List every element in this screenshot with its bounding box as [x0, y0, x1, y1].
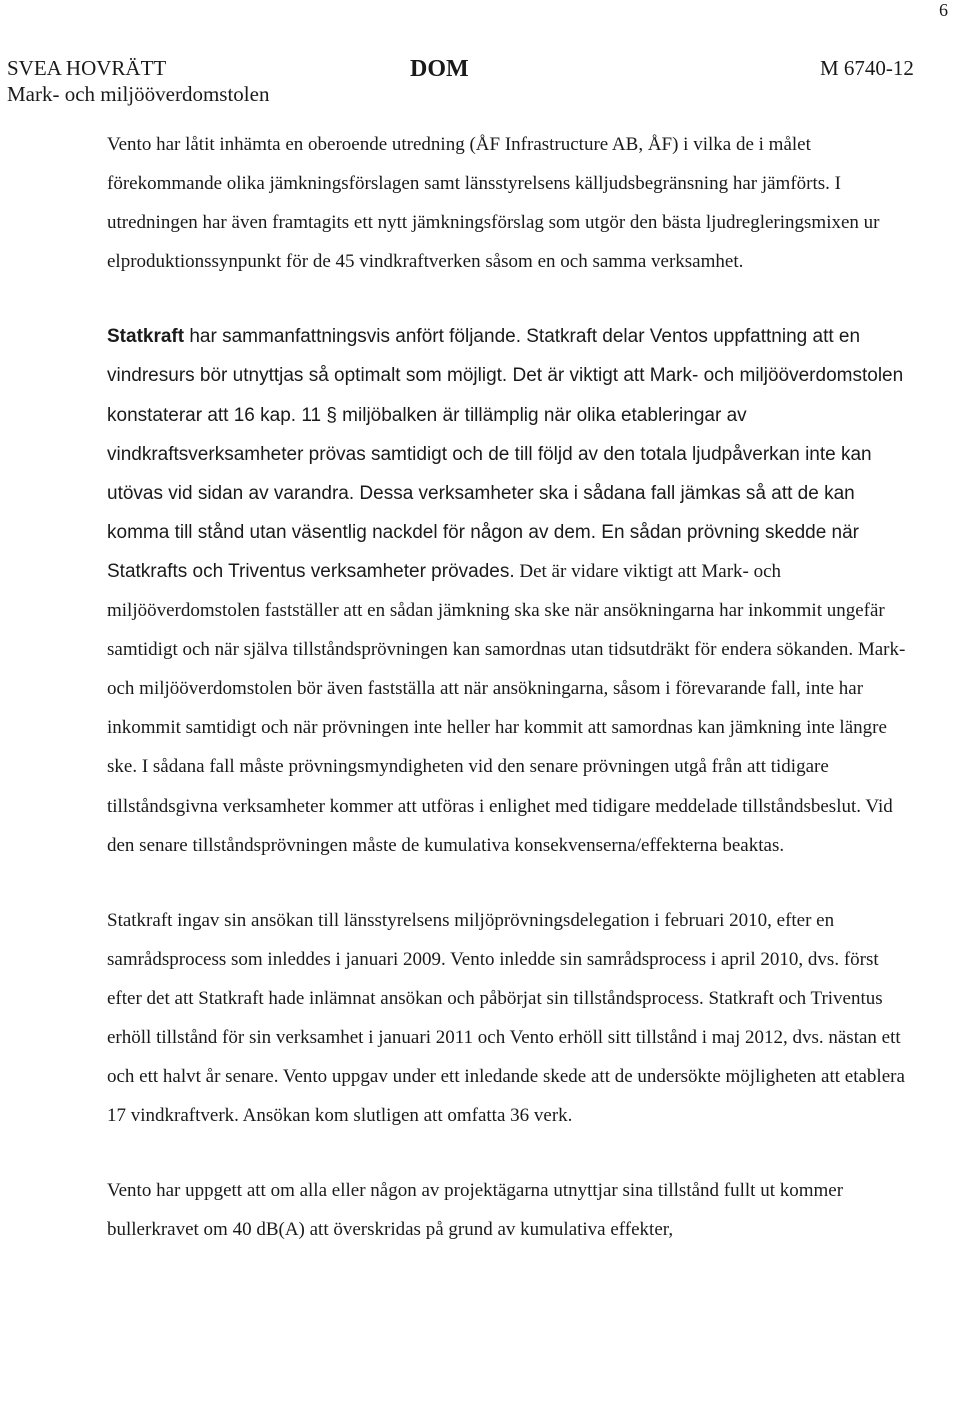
paragraph-vento-utredning: Vento har låtit inhämta en oberoende utredning (ÅF Infrastructure AB, ÅF) i vilka de i målet förekommande olika jämkningsförslagen samt länsstyrelsens källjudsbegränsning har jämförts. I utredningen har även framtagits ett nytt jämkningsförslag som utgör den bästa ljudregleringsmixen ur elproduktionssynpunkt för de 45 vindkraftverken såsom en och samma verksamhet.: [107, 134, 880, 273]
document-type: DOM: [410, 56, 469, 82]
paragraph-vento-buller: Vento har uppgett att om alla eller någon av projektägarna utnyttjar sina tillstånd fullt ut kommer bullerkravet om 40 dB(A) att överskridas på grund av kumulativa effekter,: [107, 1180, 844, 1241]
court-name: SVEA HOVRÄTT: [7, 56, 167, 80]
paragraph-statkraft-text: har sammanfattningsvis anfört följande. Statkraft delar Ventos uppfattning att en vindresurs bör utnyttjas så optimalt som möjligt. Det är viktigt att Mark- och miljööverdomstolen konstaterar att 16 kap. 11 § miljöbalken är tillämplig när olika etableringar av vindkraftsverksamheter prövas samtidigt och de till följd av den totala ljudpåverkan inte kan utövas vid sidan av varandra. Dessa verksamheter ska i sådana fall jämkas så att de kan komma till stånd utan väsentlig nackdel för någon av dem. En sådan prövning skedde när Statkrafts och Triventus verksamheter prövades.: [107, 326, 904, 582]
paragraph-statkraft-continuation: Det är vidare viktigt att Mark- och miljööverdomstolen fastställer att en sådan jämkning ska ske när ansökningarna har inkommit ungefär samtidigt och när själva tillståndsprövningen kan samordnas utan tidsutdräkt för endera sökanden. Mark- och miljööverdomstolen bör även fastställa att när ansökningarna, såsom i förevarande fall, inte har inkommit samtidigt och när prövningen inte heller har kommit att samordnas kan jämkning inte längre ske. I sådana fall måste prövningsmyndigheten vid den senare prövningen utgå från att tidigare tillståndsgivna verksamheter kommer att utföras i enlighet med tidigare meddelade tillståndsbeslut. Vid den senare tillståndsprövningen måste de kumulativa konsekvenserna/effekterna beaktas.: [107, 560, 906, 856]
case-number: M 6740-12: [820, 56, 914, 80]
paragraph-statkraft-ansokan: Statkraft ingav sin ansökan till länsstyrelsens miljöprövningsdelegation i februari 2010, efter en samrådsprocess som inleddes i januari 2009. Vento inledde sin samrådsprocess i april 2010, dvs. först efter det att Statkraft hade inlämnat ansökan och påbörjat sin tillståndsprocess. Statkraft och Triventus erhöll tillstånd för sin verksamhet i januari 2011 och Vento erhöll sitt tillstånd i maj 2012, dvs. nästan ett och ett halvt år senare. Vento uppgav under ett inledande skede att de undersökte möjligheten att etablera 17 vindkraftverk. Ansökan kom slutligen att omfatta 36 verk.: [107, 909, 905, 1127]
court-department: Mark- och miljööverdomstolen: [7, 82, 270, 106]
party-name-statkraft: Statkraft: [107, 326, 185, 348]
document-body: [107, 125, 907, 1249]
page-number: 6: [939, 0, 948, 20]
paragraph-statkraft-anfort: [107, 317, 907, 864]
